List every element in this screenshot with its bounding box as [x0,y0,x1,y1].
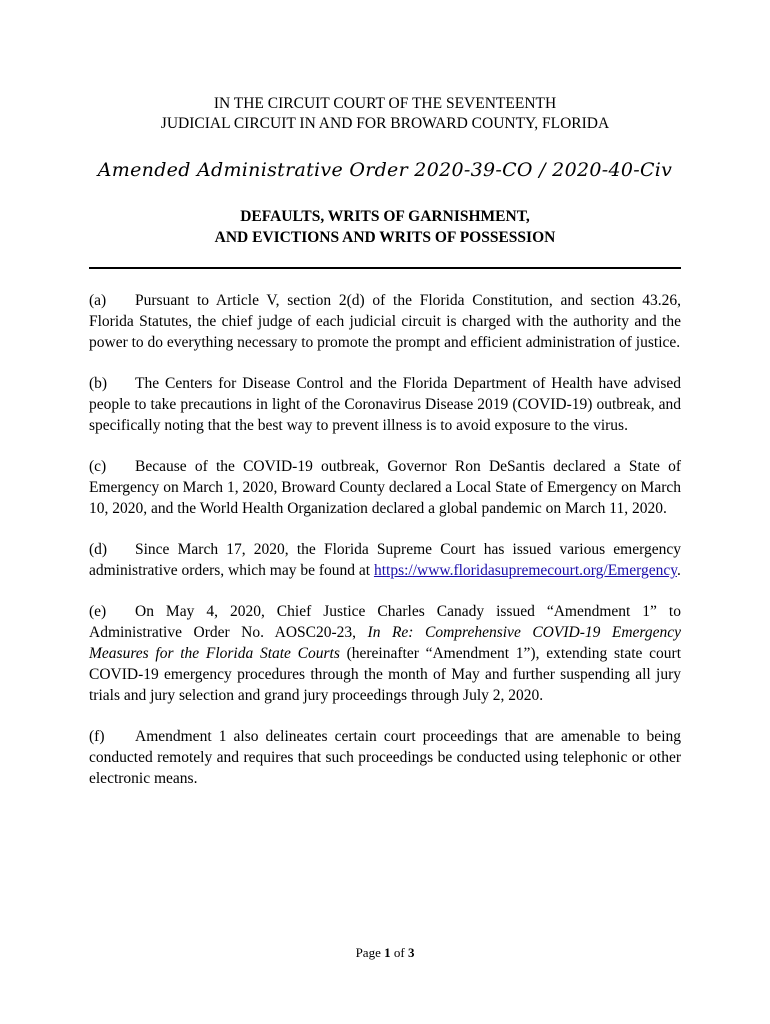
paragraph-d [89,539,681,581]
paragraph-d-text: Since March 17, 2020, the Florida Supreme Court has issued various emergency administrative orders, which may be found at [89,541,681,579]
page-total: 3 [407,945,415,960]
paragraph-e-marker: (e) [89,603,107,620]
order-body [89,290,681,809]
paragraph-e-text-before: On May 4, 2020, Chief Justice Charles Canady issued “Amendment 1” to Administrative Order No. AOSC20-23, [89,603,681,641]
subject-line-1: DEFAULTS, WRITS OF GARNISHMENT, [240,208,530,225]
paragraph-f-text: Amendment 1 also delineates certain court proceedings that are amenable to being conducted remotely and requires that such proceedings be conducted using telephonic or other electronic means. [89,728,681,787]
page-word: Page [355,945,381,960]
paragraph-a-text: Pursuant to Article V, section 2(d) of the Florida Constitution, and section 43.26, Florida Statutes, the chief judge of each judicial circuit is charged with the authority and the power to do everything necessary to promote the prompt and efficient administration of justice. [89,292,681,351]
page-footer [0,944,770,962]
emergency-orders-link[interactable]: https://www.floridasupremecourt.org/Emergency [373,562,677,579]
paragraph-b-text: The Centers for Disease Control and the Florida Department of Health have advised people to take precautions in light of the Coronavirus Disease 2019 (COVID-19) outbreak, and specifically noting that the best way to prevent illness is to avoid exposure to the virus. [89,375,681,434]
order-subject [0,206,770,248]
paragraph-f-marker: (f) [89,728,105,745]
paragraph-a-marker: (a) [89,292,107,309]
court-line-2: JUDICIAL CIRCUIT IN AND FOR BROWARD COUNTY, FLORIDA [160,115,610,132]
paragraph-d-trailing: . [677,562,681,579]
paragraph-e [89,601,681,706]
paragraph-b-marker: (b) [89,375,108,392]
page-current: 1 [384,945,391,960]
paragraph-e-text-after: (hereinafter “Amendment 1”), extending state court COVID-19 emergency procedures through the month of May and further suspending all jury trials and jury selection and grand jury proceedings through July 2, 2020. [89,645,681,704]
order-title: Amended Administrative Order 2020-39-CO / 2020-40-Civ [97,159,673,181]
court-header [0,94,770,134]
paragraph-c [89,456,681,519]
paragraph-b [89,373,681,436]
paragraph-d-marker: (d) [89,541,108,558]
paragraph-a [89,290,681,353]
paragraph-c-marker: (c) [89,458,107,475]
paragraph-c-text: Because of the COVID-19 outbreak, Governor Ron DeSantis declared a State of Emergency on March 1, 2020, Broward County declared a Local State of Emergency on March 10, 2020, and the World Health Organization declared a global pandemic on March 11, 2020. [89,458,681,517]
page-of: of [393,945,405,960]
paragraph-f [89,726,681,789]
court-line-1: IN THE CIRCUIT COURT OF THE SEVENTEENTH [213,95,557,112]
paragraph-e-case-title: In Re: Comprehensive COVID-19 Emergency Measures for the Florida State Courts [89,624,681,662]
subject-line-2: AND EVICTIONS AND WRITS OF POSSESSION [214,229,556,246]
header-divider [89,267,681,269]
